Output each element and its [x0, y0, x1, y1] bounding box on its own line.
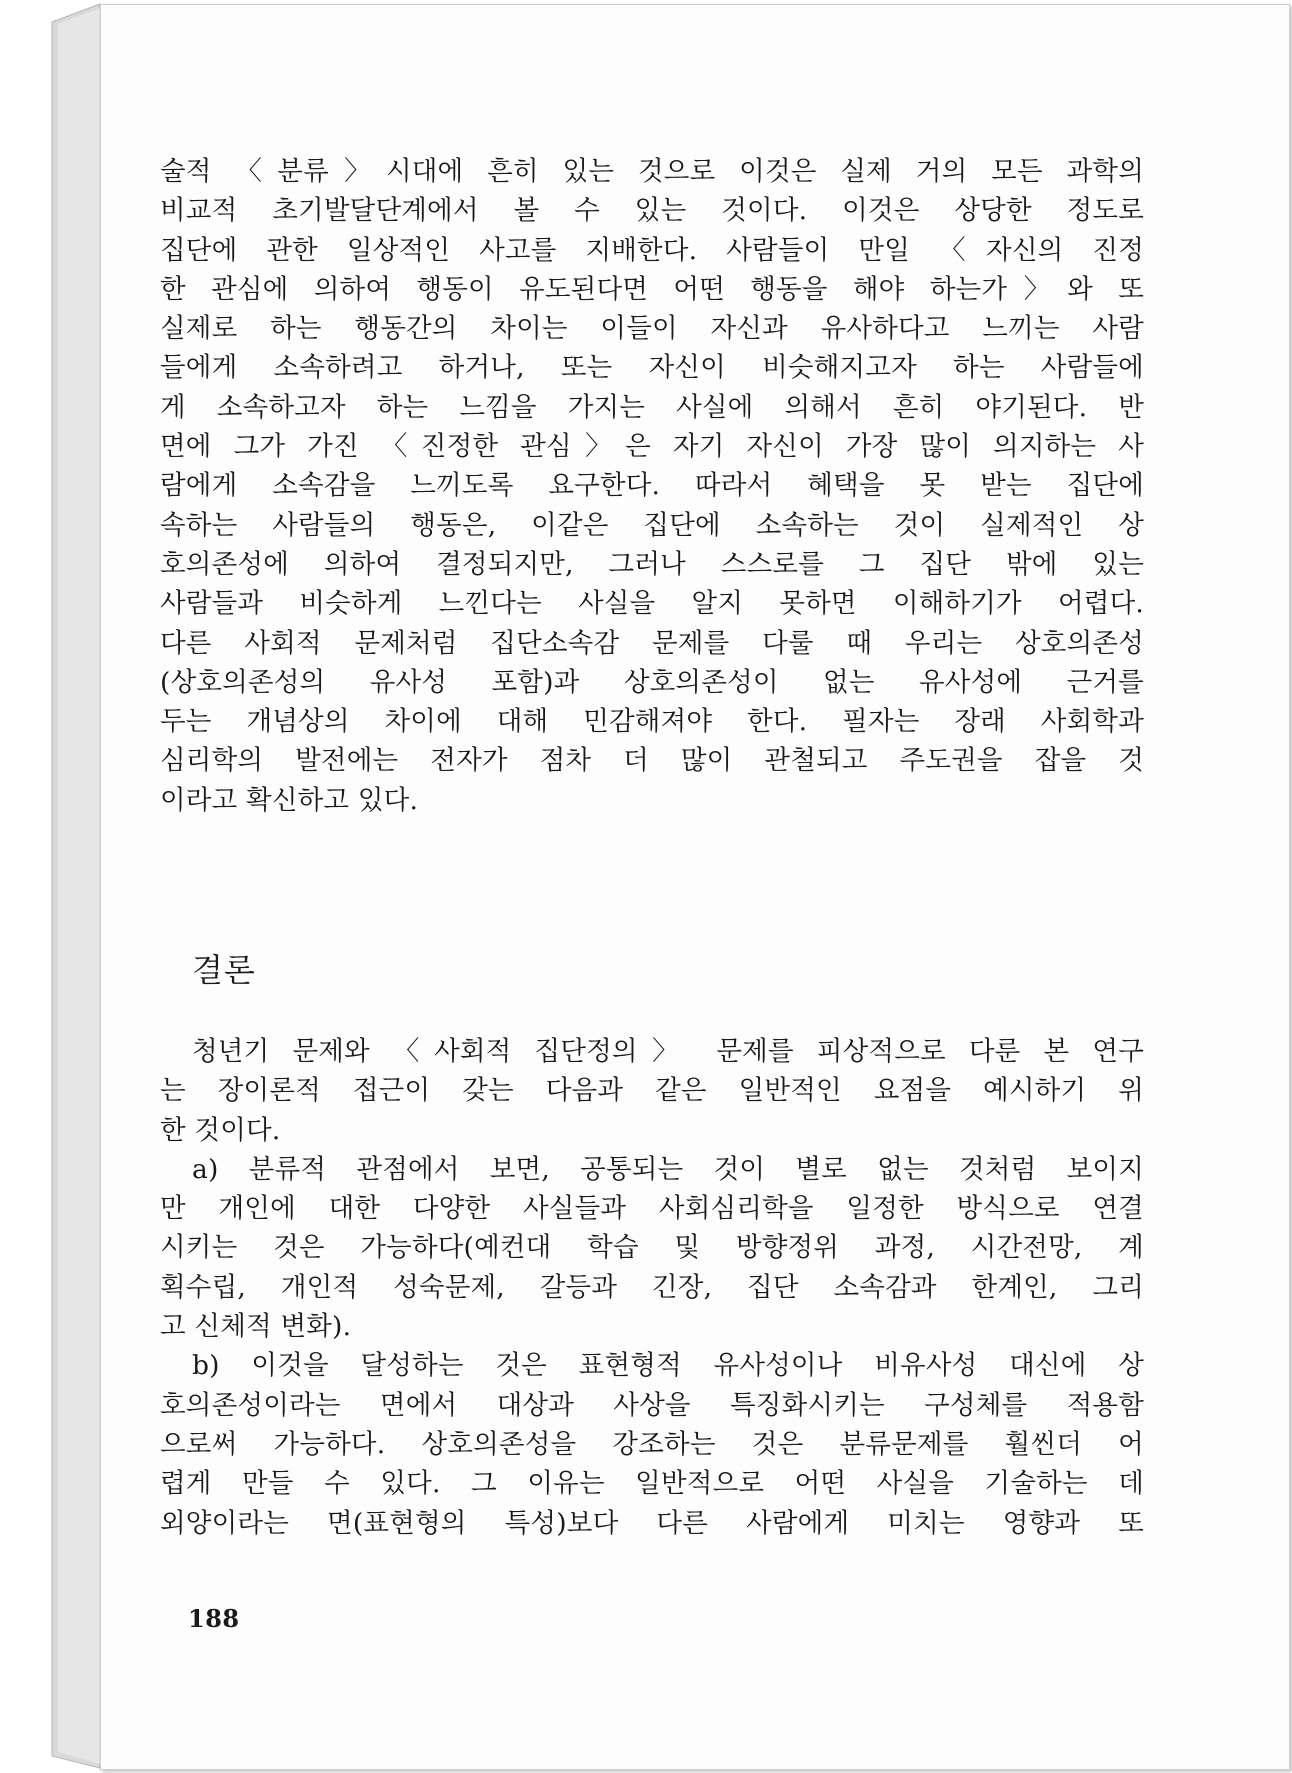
- text-line: (상호의존성의 유사성 포함)과 상호의존성이 없는 유사성에 근거를: [160, 666, 1144, 698]
- text-line: a) 분류적 관점에서 보면, 공통되는 것이 별로 없는 것처럼 보이지: [192, 1153, 1144, 1185]
- text-line: 술적 〈분류〉시대에 흔히 있는 것으로 이것은 실제 거의 모든 과학의: [160, 156, 1144, 187]
- text-line: 면에 그가 가진 〈진정한 관심〉은 자기 자신이 가장 많이 의지하는 사: [160, 431, 1144, 463]
- text-line: 이라고 확신하고 있다.: [160, 784, 419, 816]
- text-line: 속하는 사람들의 행동은, 이같은 집단에 소속하는 것이 실제적인 상: [160, 509, 1144, 541]
- text-line: 다른 사회적 문제처럼 집단소속감 문제를 다룰 때 우리는 상호의존성: [160, 627, 1144, 659]
- text-line: 게 소속하고자 하는 느낌을 가지는 사실에 의해서 흔히 야기된다. 반: [160, 391, 1144, 423]
- text-line: 획수립, 개인적 성숙문제, 갈등과 긴장, 집단 소속감과 한계인, 그리: [160, 1271, 1144, 1303]
- text-line: 만 개인에 대한 다양한 사실들과 사회심리학을 일정한 방식으로 연결: [160, 1193, 1144, 1225]
- text-line: 는 장이론적 접근이 갖는 다음과 같은 일반적인 요점을 예시하기 위: [160, 1075, 1144, 1107]
- paragraph-2: [160, 1032, 1144, 1543]
- text-line: 외양이라는 면(표현형의 특성)보다 다른 사람에게 미치는 영향과 또: [160, 1507, 1144, 1539]
- text-line: 사람들과 비슷하게 느낀다는 사실을 알지 못하면 이해하기가 어렵다.: [160, 588, 1144, 620]
- text-line: 심리학의 발전에는 전자가 점차 더 많이 관철되고 주도권을 잡을 것: [160, 745, 1144, 777]
- text-line: 집단에 관한 일상적인 사고를 지배한다. 사람들이 만일 〈자신의 진정: [160, 234, 1144, 266]
- text-line: 한 관심에 의하여 행동이 유도된다면 어떤 행동을 해야 하는가〉와 또: [160, 273, 1144, 305]
- page-number: 188: [188, 1604, 240, 1633]
- text-line: 두는 개념상의 차이에 대해 민감해져야 한다. 필자는 장래 사회학과: [160, 706, 1144, 738]
- text-line: b) 이것을 달성하는 것은 표현형적 유사성이나 비유사성 대신에 상: [192, 1350, 1144, 1382]
- text-line: 렵게 만들 수 있다. 그 이유는 일반적으로 어떤 사실을 기술하는 데: [160, 1468, 1144, 1500]
- text-line: 들에게 소속하려고 하거나, 또는 자신이 비슷해지고자 하는 사람들에: [160, 352, 1144, 384]
- text-line: 청년기 문제와 〈사회적 집단정의〉 문제를 피상적으로 다룬 본 연구: [192, 1036, 1144, 1067]
- text-line: 시키는 것은 가능하다(예컨대 학습 및 방향정위 과정, 시간전망, 계: [160, 1232, 1144, 1264]
- text-line: 한 것이다.: [160, 1114, 281, 1146]
- text-line: 호의존성이라는 면에서 대상과 사상을 특징화시키는 구성체를 적용함: [160, 1389, 1144, 1421]
- text-line: 실제로 하는 행동간의 차이는 이들이 자신과 유사하다고 느끼는 사람: [160, 313, 1144, 345]
- section-heading: 결론: [192, 951, 256, 989]
- text-line: 람에게 소속감을 느끼도록 요구한다. 따라서 혜택을 못 받는 집단에: [160, 470, 1144, 502]
- paragraph-1: [160, 152, 1144, 820]
- text-line: 으로써 가능하다. 상호의존성을 강조하는 것은 분류문제를 훨씬더 어: [160, 1428, 1144, 1460]
- text-line: 비교적 초기발달단계에서 볼 수 있는 것이다. 이것은 상당한 정도로: [160, 195, 1144, 227]
- text-line: 호의존성에 의하여 결정되지만, 그러나 스스로를 그 집단 밖에 있는: [160, 548, 1144, 580]
- text-line: 고 신체적 변화).: [160, 1311, 352, 1343]
